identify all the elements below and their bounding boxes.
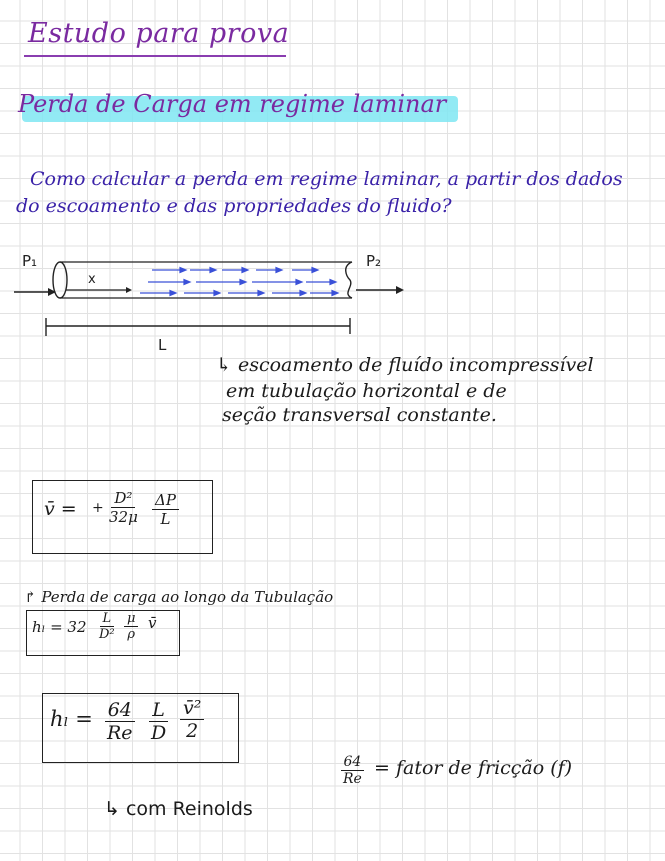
flow-note-line-1: ↳ escoamento de fluído incompressível [216, 354, 594, 376]
darcy-frac3-num: v̄² [180, 698, 204, 720]
head-loss-frac1-den: D² [99, 627, 115, 643]
darcy-frac2-den: D [151, 721, 167, 744]
head-loss-frac2-num: μ [124, 612, 138, 627]
length-label: L [158, 336, 167, 354]
question-line-2: do escoamento e das propriedades do fluido? [16, 195, 452, 217]
head-loss-lhs: hₗ = 32 [32, 618, 87, 636]
friction-num: 64 [341, 755, 365, 771]
head-loss-frac1-num: L [100, 612, 115, 627]
p1-label: P₁ [22, 252, 38, 270]
velocity-frac2-num: ΔP [152, 492, 179, 510]
velocity-lhs: v̄ = [44, 498, 77, 520]
head-loss-label: ↱ Perda de carga ao longo da Tubulação [24, 588, 334, 606]
x-label: x [88, 272, 96, 287]
velocity-fraction-2 [152, 492, 179, 528]
darcy-fraction-2 [148, 700, 169, 745]
question-line-1: Como calcular a perda em regime laminar, a partir dos dados [30, 168, 623, 190]
velocity-frac2-den: L [160, 509, 171, 528]
darcy-lhs: hₗ = [50, 707, 93, 731]
darcy-frac1-den: Re [107, 721, 133, 744]
darcy-frac3-den: 2 [186, 719, 199, 742]
flow-note-line-2: em tubulação horizontal e de [226, 380, 507, 402]
darcy-frac1-num: 64 [105, 700, 135, 722]
friction-den: Re [343, 771, 362, 788]
p2-label: P₂ [366, 252, 382, 270]
pipe-left-end [53, 262, 67, 298]
velocity-frac1-den: 32μ [109, 507, 138, 526]
darcy-fraction-1 [104, 700, 136, 745]
section-heading: Perda de Carga em regime laminar [18, 90, 447, 118]
darcy-frac2-num: L [149, 700, 168, 722]
reynolds-note: ↳ com Reinolds [104, 798, 253, 820]
velocity-sign: + [92, 500, 104, 516]
velocity-arrows [140, 268, 338, 296]
velocity-frac1-num: D² [111, 490, 135, 508]
friction-fraction [340, 755, 365, 788]
friction-factor-text: = fator de fricção (f) [374, 757, 573, 779]
head-loss-frac2-den: ρ [127, 627, 136, 643]
velocity-fraction-1 [106, 490, 141, 526]
head-loss-fraction-2 [124, 612, 138, 643]
flow-note-line-3: seção transversal constante. [222, 404, 497, 426]
darcy-fraction-3 [180, 698, 204, 743]
pipe-right-end [346, 262, 352, 298]
head-loss-tail: v̄ [148, 614, 157, 632]
page-title: Estudo para prova [28, 18, 290, 49]
head-loss-fraction-1 [96, 612, 118, 643]
